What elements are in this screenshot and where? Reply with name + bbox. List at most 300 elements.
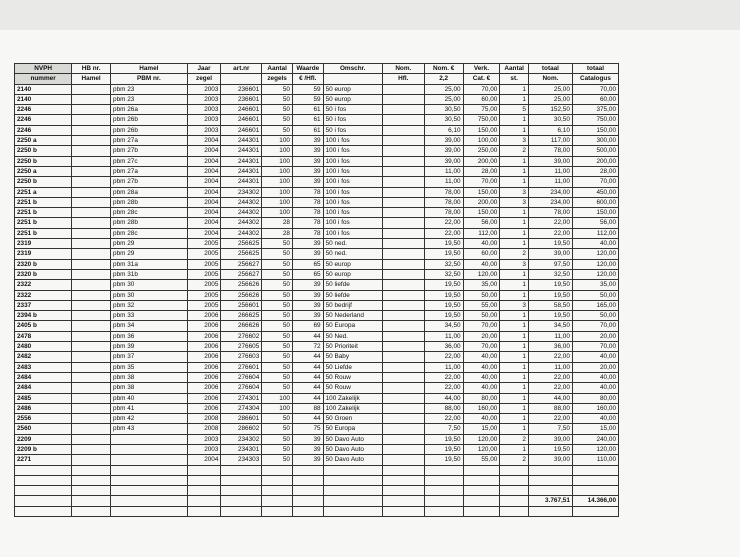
table-cell: 72 [292,342,323,352]
table-cell: 56,00 [572,218,618,228]
table-cell: 50,00 [572,290,618,300]
table-cell: 19,50 [424,444,463,454]
table-cell: pbm 33 [111,311,188,321]
table-cell: 2005 [187,269,221,279]
table-cell: 1 [500,424,529,434]
table-cell: 375,00 [572,105,618,115]
total-catalogus: 14.366,00 [572,496,618,506]
table-cell: 40,00 [463,352,500,362]
table-cell: 40,00 [463,239,500,249]
table-cell: 2004 [187,228,221,238]
table-cell: 50 europ [323,269,382,279]
table-cell: 11,00 [424,331,463,341]
table-cell [382,269,424,279]
table-cell [292,465,323,475]
table-cell [424,465,463,475]
table-cell: 39 [292,311,323,321]
table-cell: 50 [262,455,293,465]
table-cell: 70,00 [572,84,618,94]
table-cell [72,311,111,321]
table-cell: 234303 [221,455,262,465]
table-cell [72,465,111,475]
header-cell: Nom. [528,74,572,84]
table-cell: 39,00 [528,156,572,166]
table-cell: 1 [500,228,529,238]
table-cell: 70,00 [463,342,500,352]
table-cell: pbm 28c [111,208,188,218]
table-cell: 6,10 [424,125,463,135]
table-cell: 22,00 [424,352,463,362]
table-cell: 100 [262,197,293,207]
table-row [15,362,619,372]
table-cell [382,465,424,475]
table-cell: 2003 [187,94,221,104]
table-cell: 40,00 [572,372,618,382]
table-cell [382,146,424,156]
table-cell: 5 [500,105,529,115]
table-cell: 274301 [221,393,262,403]
table-cell: 276601 [221,362,262,372]
table-cell: 1 [500,342,529,352]
table-cell: 20,00 [572,362,618,372]
table-cell: 19,50 [424,455,463,465]
table-cell: 50 i fos [323,125,382,135]
table-cell: pbm 26b [111,125,188,135]
table-cell: 39 [292,249,323,259]
table-cell: 88,00 [424,403,463,413]
table-cell [72,156,111,166]
table-row [15,177,619,187]
table-cell: 2003 [187,125,221,135]
table-cell [382,259,424,269]
table-cell: 44,00 [528,393,572,403]
table-cell [500,465,529,475]
table-row [15,342,619,352]
table-cell: 40,00 [463,372,500,382]
table-cell [72,424,111,434]
table-cell [572,475,618,485]
table-cell [382,187,424,197]
table-cell [382,496,424,506]
table-cell: 256625 [221,249,262,259]
table-cell [572,465,618,475]
table-cell: pbm 31b [111,269,188,279]
table-cell: 25,00 [528,94,572,104]
table-cell: 28 [262,218,293,228]
table-cell: 44 [292,414,323,424]
table-cell: 234302 [221,434,262,444]
table-cell: 22,00 [528,372,572,382]
table-cell: 246601 [221,115,262,125]
table-cell: 44,00 [424,393,463,403]
table-cell: 2482 [15,352,72,362]
table-cell: 1 [500,208,529,218]
table-cell: 2004 [187,166,221,176]
table-cell: 120,00 [572,444,618,454]
table-cell: 2251 a [15,187,72,197]
table-cell: 25,00 [424,94,463,104]
table-cell: pbm 27c [111,156,188,166]
table-cell: 3 [500,197,529,207]
table-cell: 50 Davo Auto [323,444,382,454]
table-cell: 78 [292,187,323,197]
table-cell: pbm 28a [111,187,188,197]
table-cell: 50 Davo Auto [323,434,382,444]
table-cell [463,486,500,496]
table-cell: 11,00 [424,362,463,372]
table-cell [382,455,424,465]
table-cell [463,506,500,516]
table-cell: 244302 [221,228,262,238]
table-cell: 100 i fos [323,208,382,218]
table-cell: 266625 [221,311,262,321]
table-cell [382,197,424,207]
table-cell: 19,50 [424,239,463,249]
table-cell [572,486,618,496]
table-cell: 2004 [187,197,221,207]
table-cell [292,506,323,516]
table-cell [221,465,262,475]
table-cell: 50 [262,300,293,310]
table-cell: 50 [262,249,293,259]
table-cell: 200,00 [463,156,500,166]
table-cell: pbm 28b [111,197,188,207]
header-row [15,74,619,84]
table-cell: 11,00 [528,177,572,187]
table-cell: 100 i fos [323,177,382,187]
header-cell: zegel [187,74,221,84]
table-cell: 1 [500,393,529,403]
table-cell: 50 [262,269,293,279]
table-cell: 2005 [187,239,221,249]
table-cell: 244301 [221,177,262,187]
table-cell: 2209 [15,434,72,444]
table-cell: 244302 [221,197,262,207]
table-cell: 50 [262,239,293,249]
table-cell [111,496,188,506]
table-cell: pbm 27b [111,146,188,156]
table-cell: 2005 [187,249,221,259]
table-row [15,444,619,454]
table-cell: 50 [262,259,293,269]
table-cell [382,208,424,218]
header-cell: PBM nr. [111,74,188,84]
table-cell: 39,00 [424,146,463,156]
empty-row [15,475,619,485]
table-cell: 600,00 [572,197,618,207]
table-cell [528,506,572,516]
table-cell: 50 [262,383,293,393]
table-cell: 25,00 [424,84,463,94]
table-cell [187,506,221,516]
table-cell: 34,50 [424,321,463,331]
table-cell: 1 [500,166,529,176]
table-cell: 2246 [15,125,72,135]
table-cell: 2006 [187,372,221,382]
table-cell: 2004 [187,187,221,197]
table-cell: pbm 35 [111,362,188,372]
table-row [15,197,619,207]
table-cell: 100 i fos [323,136,382,146]
table-cell: 2003 [187,115,221,125]
table-row [15,125,619,135]
table-cell: 50 [262,115,293,125]
table-cell: 246601 [221,125,262,135]
table-cell: 2556 [15,414,72,424]
totals-row [15,496,619,506]
table-cell: 88,00 [528,403,572,413]
table-cell [72,208,111,218]
table-cell: 40,00 [572,239,618,249]
table-cell: 60,00 [463,94,500,104]
table-cell: 44 [292,352,323,362]
table-cell: 2006 [187,383,221,393]
table-cell: 50 europ [323,94,382,104]
table-row [15,300,619,310]
table-cell: 20,00 [572,331,618,341]
table-cell: 256626 [221,290,262,300]
header-cell: art.nr [221,64,262,74]
table-cell: 2003 [187,105,221,115]
table-cell: 50 i fos [323,115,382,125]
table-cell [382,177,424,187]
table-cell [72,496,111,506]
table-cell: 236601 [221,84,262,94]
table-cell: 500,00 [572,146,618,156]
table-cell: 40,00 [463,383,500,393]
table-cell: 286602 [221,424,262,434]
table-cell [382,300,424,310]
table-cell: 25,00 [528,84,572,94]
table-cell: 22,00 [424,414,463,424]
table-cell [292,496,323,506]
table-cell: 100 i fos [323,156,382,166]
table-row [15,84,619,94]
table-cell: pbm 31a [111,259,188,269]
table-cell [424,486,463,496]
table-cell: 236601 [221,94,262,104]
table-cell: 256627 [221,259,262,269]
header-cell: Nom. € [424,64,463,74]
table-cell: 50 [262,94,293,104]
table-row [15,208,619,218]
table-cell [72,146,111,156]
table-cell: 3 [500,300,529,310]
table-cell: 100 i fos [323,197,382,207]
table-cell: 200,00 [572,156,618,166]
table-cell [111,506,188,516]
table-cell: 7,50 [528,424,572,434]
table-cell: 2005 [187,280,221,290]
table-cell: 11,00 [528,166,572,176]
table-cell: 1 [500,383,529,393]
table-cell: 2483 [15,362,72,372]
table-cell: pbm 36 [111,331,188,341]
table-cell: 160,00 [463,403,500,413]
table-cell: 100,00 [463,136,500,146]
table-cell [111,486,188,496]
table-cell: 75,00 [463,105,500,115]
header-cell [221,74,262,84]
table-cell [72,280,111,290]
table-cell: 100 Zakelijk [323,393,382,403]
table-cell: 2478 [15,331,72,341]
table-cell: 152,50 [528,105,572,115]
table-cell: 39,00 [528,434,572,444]
table-cell: 11,00 [528,331,572,341]
table-cell: 2006 [187,393,221,403]
table-cell: 39 [292,146,323,156]
table-cell [382,342,424,352]
table-cell: 78 [292,228,323,238]
table-cell [72,434,111,444]
table-cell [111,475,188,485]
table-cell [382,239,424,249]
table-cell: 120,00 [463,434,500,444]
table-cell: 2250 b [15,146,72,156]
table-cell: 2250 b [15,156,72,166]
table-cell: 22,00 [528,352,572,362]
table-cell: 78,00 [424,208,463,218]
table-cell: 2250 a [15,136,72,146]
table-cell: pbm 32 [111,300,188,310]
table-cell: 22,00 [424,218,463,228]
table-cell: 750,00 [463,115,500,125]
table-cell: 30,50 [528,115,572,125]
table-cell: 100 i fos [323,187,382,197]
table-cell: 19,50 [528,311,572,321]
table-cell: 2005 [187,300,221,310]
table-cell: 44 [292,383,323,393]
table-cell: 7,50 [424,424,463,434]
table-cell: 2004 [187,146,221,156]
table-row [15,218,619,228]
table-cell: 50,00 [463,311,500,321]
table-cell: 1 [500,84,529,94]
table-cell: 70,00 [572,321,618,331]
table-cell: 80,00 [463,393,500,403]
table-cell [382,218,424,228]
table-cell: 1 [500,321,529,331]
table-cell: 276604 [221,383,262,393]
table-cell: 78,00 [528,208,572,218]
table-cell: 2004 [187,156,221,166]
table-cell: 22,00 [528,414,572,424]
table-cell: 50 i fos [323,105,382,115]
table-cell [424,506,463,516]
table-cell: 2322 [15,290,72,300]
table-cell: 100 [262,177,293,187]
table-cell [500,506,529,516]
table-cell: 2480 [15,342,72,352]
table-cell: 2251 b [15,228,72,238]
table-cell [262,465,293,475]
table-cell: 2006 [187,362,221,372]
table-cell: 256625 [221,239,262,249]
empty-row [15,486,619,496]
table-cell: pbm 28b [111,218,188,228]
table-cell: 39 [292,239,323,249]
table-cell: 2250 b [15,177,72,187]
table-row [15,115,619,125]
header-cell: Waarde [292,64,323,74]
table-cell: pbm 23 [111,84,188,94]
table-cell [72,342,111,352]
table-cell [382,156,424,166]
header-cell: Hamel [111,64,188,74]
table-row [15,372,619,382]
header-cell: Omschr. [323,64,382,74]
table-cell [382,486,424,496]
table-cell [463,496,500,506]
table-cell: 100 i fos [323,228,382,238]
table-cell: pbm 27a [111,136,188,146]
table-cell: 256627 [221,269,262,279]
table-cell: 1 [500,352,529,362]
table-cell: 2005 [187,290,221,300]
table-cell: 50 [262,424,293,434]
table-cell [382,444,424,454]
table-cell [262,486,293,496]
table-cell: 60,00 [572,94,618,104]
header-cell: NVPH [15,64,72,74]
table-cell [72,475,111,485]
table-cell: 276604 [221,372,262,382]
table-cell [72,506,111,516]
table-cell: 50 liefde [323,290,382,300]
table-cell [323,486,382,496]
table-cell [72,290,111,300]
table-cell: 2003 [187,434,221,444]
table-cell: 69 [292,321,323,331]
table-cell: 150,00 [463,187,500,197]
table-row [15,393,619,403]
header-cell: 2,2 [424,74,463,84]
table-cell: 244302 [221,218,262,228]
table-cell [528,475,572,485]
table-cell: 234,00 [528,187,572,197]
table-cell: 2008 [187,414,221,424]
table-cell: 50 Davo Auto [323,455,382,465]
table-cell: 34,50 [528,321,572,331]
table-cell [382,311,424,321]
table-cell: 286601 [221,414,262,424]
table-cell: 78 [292,218,323,228]
table-cell: 2560 [15,424,72,434]
table-cell: 100 i fos [323,146,382,156]
table-cell: 50 [262,342,293,352]
table-cell: 50 Rouw [323,383,382,393]
table-cell: pbm 38 [111,372,188,382]
table-cell: 2 [500,146,529,156]
table-cell: 1 [500,414,529,424]
table-cell: 100 [262,403,293,413]
table-cell [72,125,111,135]
table-cell: 1 [500,115,529,125]
table-cell [500,475,529,485]
table-cell [72,455,111,465]
table-cell [323,506,382,516]
table-cell: 100 i fos [323,166,382,176]
table-cell: 120,00 [572,249,618,259]
header-cell: totaal [528,64,572,74]
table-cell: pbm 26b [111,115,188,125]
table-cell [72,403,111,413]
table-cell: 1 [500,372,529,382]
table-cell: 2320 b [15,269,72,279]
table-cell [382,506,424,516]
header-cell: Hamel [72,74,111,84]
